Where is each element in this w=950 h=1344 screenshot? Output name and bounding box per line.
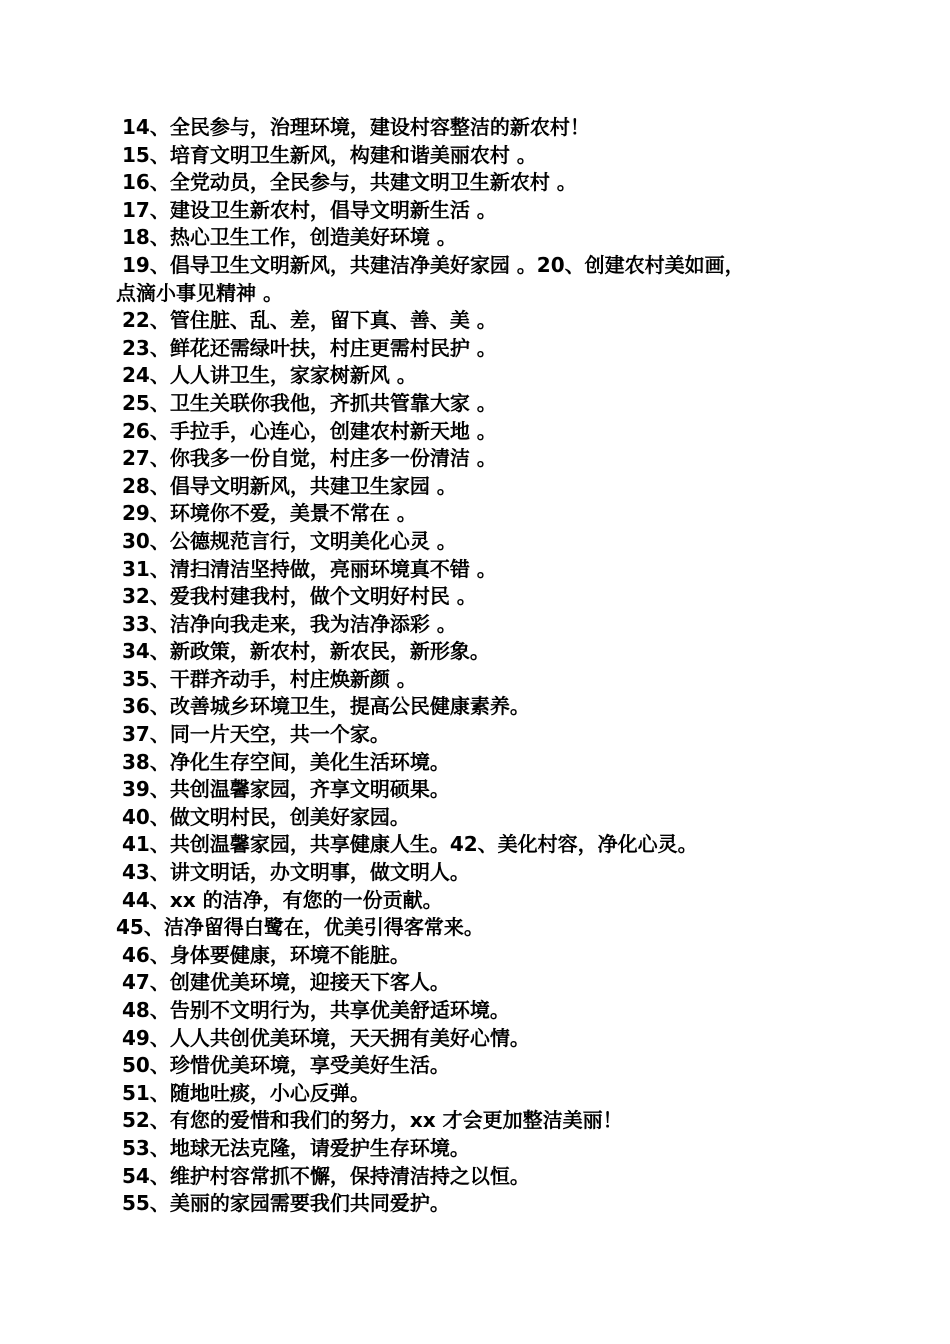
- slogan-line: 35、干群齐动手，村庄焕新颜 。: [122, 666, 417, 691]
- slogan-line: 33、洁净向我走来，我为洁净添彩 。: [122, 611, 457, 636]
- slogan-line: 54、维护村容常抓不懈，保持清洁持之以恒。: [122, 1163, 530, 1188]
- slogan-line: 36、改善城乡环境卫生，提高公民健康素养。: [122, 694, 530, 719]
- slogan-line: 26、手拉手，心连心，创建农村新天地 。: [122, 418, 497, 443]
- slogan-line: 45、洁净留得白鹭在，优美引得客常来。: [116, 915, 484, 940]
- slogan-line: 51、随地吐痰，小心反弹。: [122, 1080, 370, 1105]
- slogan-line: 16、全党动员，全民参与，共建文明卫生新农村 。: [122, 170, 577, 195]
- slogan-line: 27、你我多一份自觉，村庄多一份清洁 。: [122, 446, 497, 471]
- slogan-line: 25、卫生关联你我他，齐抓共管靠大家 。: [122, 390, 497, 415]
- slogan-line: 14、全民参与，治理环境，建设村容整洁的新农村！: [122, 115, 590, 139]
- slogan-line: 28、倡导文明新风，共建卫生家园 。: [122, 473, 457, 498]
- slogan-line: 32、爱我村建我村，做个文明好村民 。: [122, 584, 477, 609]
- slogan-line: 40、做文明村民，创美好家园。: [122, 804, 410, 829]
- slogan-line: 34、新政策，新农村，新农民，新形象。: [122, 639, 490, 664]
- slogan-line: 22、管住脏、乱、差，留下真、善、美 。: [122, 308, 497, 333]
- slogan-line: 31、清扫清洁坚持做，亮丽环境真不错 。: [122, 556, 497, 581]
- slogan-line: 29、环境你不爱，美景不常在 。: [122, 501, 417, 526]
- slogan-line: 55、美丽的家园需要我们共同爱护。: [122, 1191, 450, 1216]
- slogan-line: 23、鲜花还需绿叶扶，村庄更需村民护 。: [122, 335, 497, 360]
- slogan-line: 52、有您的爱惜和我们的努力，xx 才会更加整洁美丽！: [122, 1108, 623, 1133]
- slogan-line: 15、培育文明卫生新风，构建和谐美丽农村 。: [122, 142, 537, 167]
- slogan-line: 17、建设卫生新农村，倡导文明新生活 。: [122, 197, 497, 222]
- slogan-line: 30、公德规范言行，文明美化心灵 。: [122, 528, 457, 553]
- slogan-line: 41、共创温馨家园，共享健康人生。42、美化村容，净化心灵。: [122, 832, 698, 857]
- slogan-line: 24、人人讲卫生，家家树新风 。: [122, 363, 417, 388]
- slogan-line: 46、身体要健康，环境不能脏。: [122, 942, 410, 967]
- slogan-line: 47、创建优美环境，迎接天下客人。: [122, 970, 450, 995]
- slogan-line: 50、珍惜优美环境，享受美好生活。: [122, 1053, 450, 1078]
- slogan-list: [116, 114, 876, 1218]
- slogan-line: 39、共创温馨家园，齐享文明硕果。: [122, 777, 450, 802]
- slogan-line: 18、热心卫生工作，创造美好环境 。: [122, 225, 457, 250]
- slogan-line: 38、净化生存空间，美化生活环境。: [122, 749, 450, 774]
- slogan-line: 点滴小事见精神 。: [116, 280, 283, 305]
- slogan-line: 44、xx 的洁净，有您的一份贡献。: [122, 887, 443, 912]
- slogan-line: 37、同一片天空，共一个家。: [122, 722, 390, 747]
- slogan-line: 43、讲文明话，办文明事，做文明人。: [122, 860, 470, 885]
- slogan-line: 48、告别不文明行为，共享优美舒适环境。: [122, 998, 510, 1022]
- slogan-line: 49、人人共创优美环境，天天拥有美好心情。: [122, 1025, 530, 1050]
- slogan-line: 19、倡导卫生文明新风，共建洁净美好家园 。20、创建农村美如画，: [122, 252, 745, 277]
- slogan-line: 53、地球无法克隆，请爱护生存环境。: [122, 1135, 470, 1160]
